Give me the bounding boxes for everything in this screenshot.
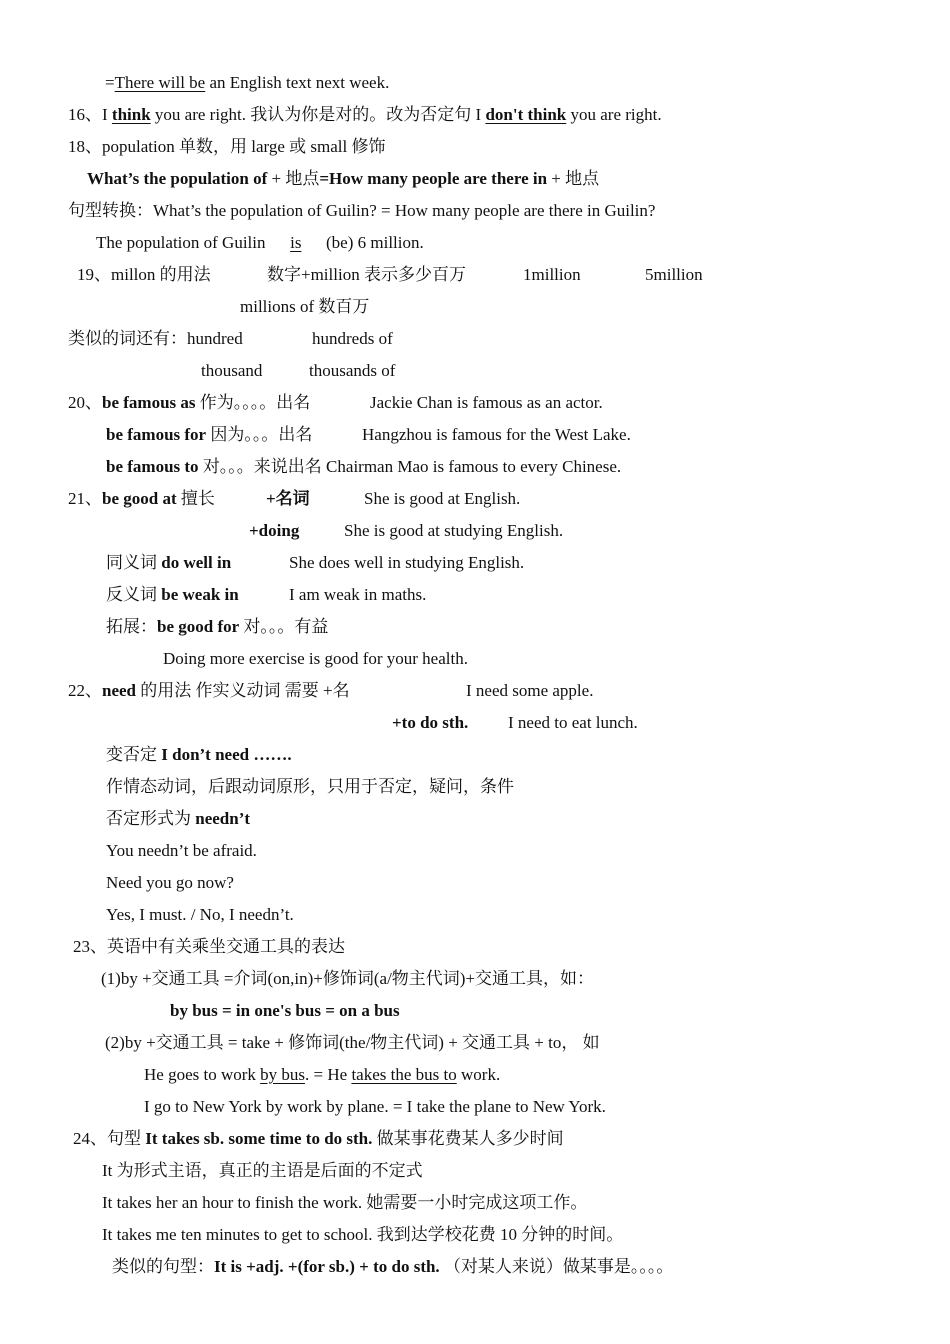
good-at-doing [249,520,749,542]
bold-phrase: do well in [161,553,232,572]
text: 24、句型 [73,1129,146,1148]
item-19 [77,264,937,286]
transport-rule-2 [105,1032,600,1054]
underlined-phrase: There will be [114,73,206,92]
text: 19、millon 的用法 [77,265,211,284]
be-famous-to [106,456,621,478]
text: 类似的词还有：hundred [68,329,243,348]
transport-rule-1 [101,968,594,990]
text: You needn’t be afraid. [106,841,257,860]
bold-phrase: be good for [157,617,240,636]
need-negative [106,744,292,766]
text: an English text next week. [205,73,390,92]
text: you are right. [566,105,662,124]
text: She does well in studying English. [289,553,525,572]
text: （对某人来说）做某事是。。。。 [439,1257,674,1276]
synonym [106,552,706,574]
text: . = He [305,1065,352,1084]
text: thousand [201,361,263,380]
bold-phrase: I don’t need ……. [161,745,292,764]
text: 1million [523,265,581,284]
bold-phrase: What’s the population of [87,169,268,188]
bold-phrase: =How many people are there in [319,169,548,188]
underlined-phrase: by bus [260,1065,306,1084]
text: 类似的句型： [112,1257,214,1276]
text: thousands of [309,361,396,380]
text: Hangzhou is famous for the West Lake. [362,425,631,444]
text: Jackie Chan is famous as an actor. [370,393,603,412]
item-24 [73,1128,564,1150]
text: 对。。。有益 [239,617,329,636]
example-sentence [106,904,294,926]
transport-example-2 [144,1096,606,1118]
fill-blank-answer: is [290,233,302,252]
be-famous-for [106,424,806,446]
bold-phrase: be good at [102,489,177,508]
bold-phrase: need [102,681,136,700]
millions-of [240,296,369,318]
text: I go to New York by work by plane. = I take the plane to New York. [144,1097,606,1116]
text: 对。。。来说出名 Chairman Mao is famous to every Chinese. [198,457,622,476]
text: Yes, I must. / No, I needn’t. [106,905,294,924]
bold-phrase: be famous for [106,425,207,444]
underlined-phrase: takes the bus to [351,1065,457,1084]
bold-phrase: +名词 [266,489,310,508]
population-example [96,232,424,254]
bold-phrase: needn’t [195,809,251,828]
bold-phrase: be famous to [106,457,199,476]
text: 拓展： [106,617,157,636]
text: work. [456,1065,501,1084]
line-there-will-be [105,72,389,94]
example-sentence [106,840,257,862]
example-sentence [106,872,234,894]
text: 5million [645,265,703,284]
bold-phrase: +to do sth. [392,713,469,732]
modal-verb-note [106,776,514,798]
text: I am weak in maths. [289,585,427,604]
bold-phrase: It is +adj. +(for sb.) + to do sth. [214,1257,440,1276]
text: 数字+million 表示多少百万 [267,265,466,284]
text: 否定形式为 [106,809,196,828]
text: It 为形式主语，真正的主语是后面的不定式 [102,1161,423,1180]
text: He goes to work [144,1065,261,1084]
bold-phrase: be weak in [161,585,239,604]
text: Doing more exercise is good for your health. [163,649,468,668]
item-23 [73,936,345,958]
text: 反义词 [106,585,162,604]
extension [106,616,328,638]
text: (2)by +交通工具 = take + 修饰词(the/物主代词) + 交通工具 + to， 如 [105,1033,600,1052]
bold-phrase: +doing [249,521,300,540]
text: 21、 [68,489,102,508]
text: She is good at studying English. [344,521,564,540]
similar-words-hundred [68,328,568,350]
text: + 地点 [547,169,600,188]
text: 23、英语中有关乘坐交通工具的表达 [73,937,345,956]
text: 作情态动词，后跟动词原形，只用于否定，疑问，条件 [106,777,514,796]
text: + 地点 [267,169,320,188]
text: The population of Guilin [96,233,270,252]
text: 句型转换：What’s the population of Guilin? = How many people are there in Guilin? [68,201,656,220]
text: (1)by +交通工具 =介词(on,in)+修饰词(a/物主代词)+交通工具，如： [101,969,595,988]
underlined-phrase: think [111,105,151,124]
text: 作为。。。。出名 [195,393,311,412]
text: I need some apple. [466,681,594,700]
text: 变否定 [106,745,162,764]
it-takes-example-2 [102,1224,623,1246]
item-18 [68,136,385,158]
similar-words-thousand [201,360,601,382]
transport-example-1 [144,1064,500,1086]
bold-phrase: by bus = in one's bus = on a bus [170,1001,400,1020]
bold-phrase: be famous as [102,393,196,412]
item-22 [68,680,768,702]
text: you are right. 我认为你是对的。改为否定句 I [150,105,486,124]
it-takes-example-1 [102,1192,587,1214]
population-pattern [87,168,599,190]
bold-phrase: It takes sb. some time to do sth. [145,1129,373,1148]
item-16 [68,104,662,126]
good-for-example [163,648,468,670]
text: = [105,73,115,92]
text: 22、 [68,681,102,700]
text: 的用法 作实义动词 需要 +名 [136,681,350,700]
text: 擅长 [176,489,215,508]
by-bus-equivalents [170,1000,400,1022]
text: (be) 6 million. [321,233,424,252]
item-20 [68,392,768,414]
text: 同义词 [106,553,162,572]
need-to-do [392,712,792,734]
antonym [106,584,706,606]
negative-form [106,808,250,830]
text: 18、population 单数，用 large 或 small 修饰 [68,137,386,156]
text: hundreds of [312,329,393,348]
text: I need to eat lunch. [508,713,638,732]
item-21 [68,488,768,510]
formal-subject-note [102,1160,423,1182]
text: Need you go now? [106,873,234,892]
text: millions of 数百万 [240,297,370,316]
text: 16、I [68,105,112,124]
text: It takes her an hour to finish the work. 她需要一小时完成这项工作。 [102,1193,588,1212]
underlined-phrase: don't think [485,105,567,124]
sentence-transform [68,200,655,222]
text: 做某事花费某人多少时间 [372,1129,564,1148]
text: 20、 [68,393,102,412]
text: She is good at English. [364,489,521,508]
text: 因为。。。出名 [206,425,313,444]
text: It takes me ten minutes to get to school. 我到达学校花费 10 分钟的时间。 [102,1225,624,1244]
similar-pattern [112,1256,673,1278]
